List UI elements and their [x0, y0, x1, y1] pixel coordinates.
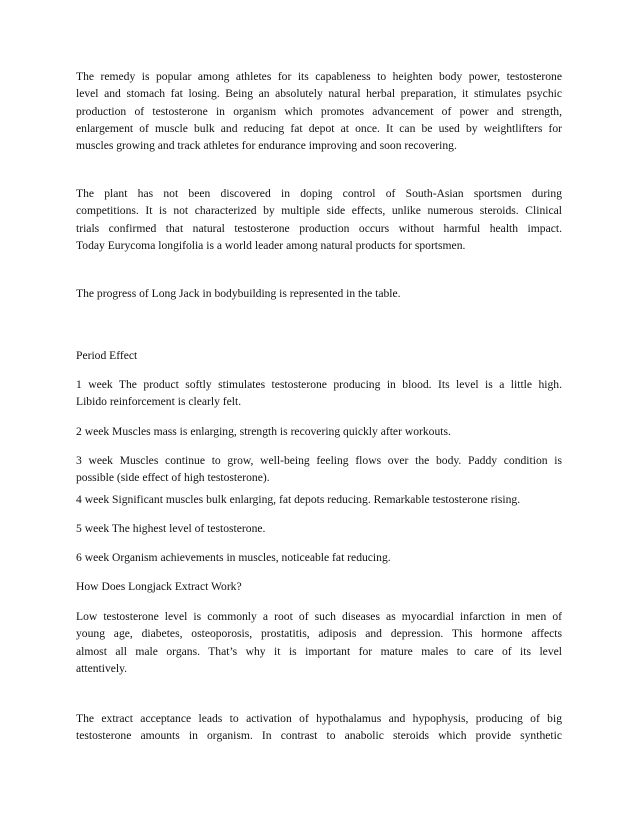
text-line: The extract acceptance leads to activation of hypothalamus and hypophysis, producing of big	[76, 712, 562, 725]
text-line: almost all male organs. That’s why it is important for mature males to care of its level	[76, 644, 562, 658]
text-line: level and stomach fat losing. Being an absolutely natural herbal preparation, it stimulates psychic	[76, 87, 562, 101]
text-line: 4 week Significant muscles bulk enlarging, fat depots reducing. Remarkable testosterone rising.	[76, 493, 521, 506]
paragraph-low-testosterone	[76, 608, 562, 677]
text-line: young age, diabetes, osteoporosis, prostatitis, adiposis and depression. This hormone affects	[76, 627, 562, 641]
text-line: muscles growing and track athletes for endurance improving and soon recovering.	[76, 139, 457, 153]
text-line: The remedy is popular among athletes for its capableness to heighten body power, testosterone	[76, 70, 562, 83]
text-line: production of testosterone in organism which promotes advancement of power and strength,	[76, 104, 562, 118]
text-line: possible (side effect of high testosterone).	[76, 471, 270, 485]
paragraph-remedy-intro	[76, 68, 562, 154]
paragraph-progress-intro	[76, 285, 562, 302]
text-line: Period Effect	[76, 349, 138, 362]
text-line: 2 week Muscles mass is enlarging, strength is recovering quickly after workouts.	[76, 425, 451, 438]
text-line: 3 week Muscles continue to grow, well-being feeling flows over the body. Paddy condition is	[76, 454, 562, 467]
text-line: The progress of Long Jack in bodybuilding is represented in the table.	[76, 287, 401, 300]
text-line: 6 week Organism achievements in muscles, noticeable fat reducing.	[76, 551, 391, 564]
table-row-week-5	[76, 520, 562, 537]
table-row-week-6	[76, 549, 562, 566]
text-line: 1 week The product softly stimulates testosterone producing in blood. Its level is a little high.	[76, 378, 562, 391]
table-header	[76, 347, 562, 364]
paragraph-extract-acceptance	[76, 710, 562, 745]
text-line: Libido reinforcement is clearly felt.	[76, 395, 242, 409]
text-line: Low testosterone level is commonly a root of such diseases as myocardial infarction in men of	[76, 610, 562, 623]
table-row-week-1	[76, 376, 562, 411]
table-row-week-3	[76, 452, 562, 487]
paragraph-plant-doping	[76, 185, 562, 254]
text-line: Today Eurycoma longifolia is a world leader among natural products for sportsmen.	[76, 238, 466, 252]
text-line: competitions. It is not characterized by multiple side effects, unlike numerous steroids. Clinical	[76, 204, 562, 218]
text-line: enlargement of muscle bulk and reducing fat depot at once. It can be used by weightlifters for	[76, 121, 562, 135]
text-line: 5 week The highest level of testosterone.	[76, 522, 266, 535]
section-heading	[76, 578, 562, 595]
text-line: How Does Longjack Extract Work?	[76, 580, 242, 593]
text-line: testosterone amounts in organism. In contrast to anabolic steroids which provide synthetic	[76, 729, 562, 743]
table-row-week-2	[76, 423, 562, 440]
table-row-week-4	[76, 491, 562, 508]
text-line: The plant has not been discovered in doping control of South-Asian sportsmen during	[76, 187, 562, 200]
text-line: attentively.	[76, 661, 128, 675]
text-line: trials confirmed that natural testosterone production occurs without harmful health impact.	[76, 221, 562, 235]
